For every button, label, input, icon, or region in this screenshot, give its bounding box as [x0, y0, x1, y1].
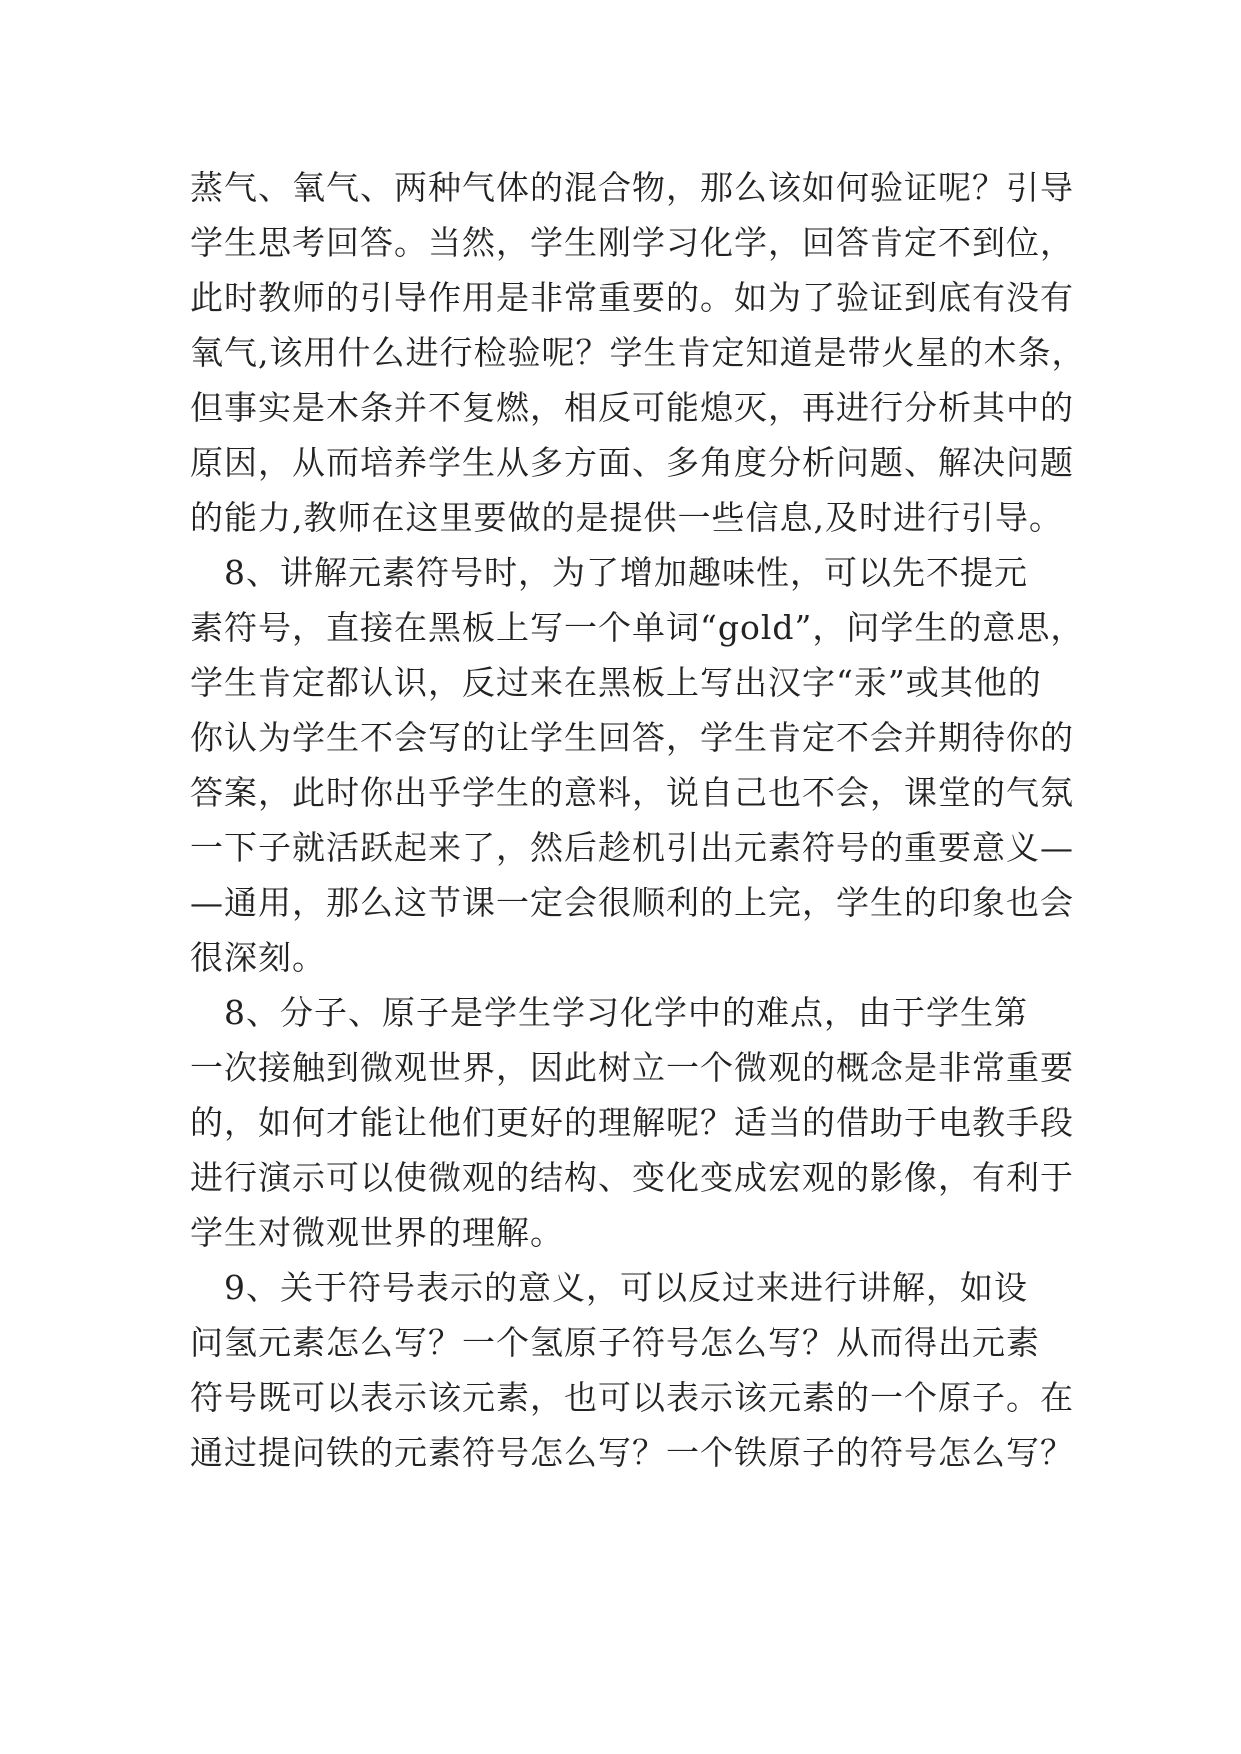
text-line: 你认为学生不会写的让学生回答，学生肯定不会并期待你的 [190, 718, 1074, 757]
text-line: 蒸气、氧气、两种气体的混合物，那么该如何验证呢？引导 [190, 168, 1074, 207]
text-line: 氧气,该用什么进行检验呢？学生肯定知道是带火星的木条， [190, 333, 1086, 372]
text-line: 学生思考回答。当然，学生刚学习化学，回答肯定不到位， [190, 223, 1074, 262]
text-line: 素符号，直接在黑板上写一个单词“gold”，问学生的意思， [190, 608, 1085, 647]
text-line: 但事实是木条并不复燃，相反可能熄灭，再进行分析其中的 [190, 388, 1074, 427]
text-line: 一下子就活跃起来了，然后趁机引出元素符号的重要意义— [190, 828, 1074, 867]
text-line: 9、关于符号表示的意义，可以反过来进行讲解，如设 [190, 1268, 1028, 1307]
text-line: 的，如何才能让他们更好的理解呢？适当的借助于电教手段 [190, 1103, 1074, 1142]
text-line: 通过提问铁的元素符号怎么写？一个铁原子的符号怎么写？ [190, 1433, 1074, 1472]
text-line: 的能力,教师在这里要做的是提供一些信息,及时进行引导。 [190, 498, 1063, 537]
text-line: 进行演示可以使微观的结构、变化变成宏观的影像，有利于 [190, 1158, 1074, 1197]
text-line: 8、分子、原子是学生学习化学中的难点，由于学生第 [190, 993, 1028, 1032]
text-line: 符号既可以表示该元素，也可以表示该元素的一个原子。在 [190, 1378, 1074, 1417]
text-line: 此时教师的引导作用是非常重要的。如为了验证到底有没有 [190, 278, 1074, 317]
text-line: 答案，此时你出乎学生的意料，说自己也不会，课堂的气氛 [190, 773, 1074, 812]
text-line: 一次接触到微观世界，因此树立一个微观的概念是非常重要 [190, 1048, 1074, 1087]
text-line: 很深刻。 [190, 938, 326, 977]
text-line: 学生肯定都认识，反过来在黑板上写出汉字“汞”或其他的 [190, 663, 1042, 702]
text-line: 原因，从而培养学生从多方面、多角度分析问题、解决问题 [190, 443, 1074, 482]
body-text [190, 160, 1086, 1480]
text-line: 问氢元素怎么写？一个氢原子符号怎么写？从而得出元素 [190, 1323, 1040, 1362]
text-line: 学生对微观世界的理解。 [190, 1213, 564, 1252]
text-line: —通用，那么这节课一定会很顺利的上完，学生的印象也会 [190, 883, 1074, 922]
text-line: 8、讲解元素符号时，为了增加趣味性，可以先不提元 [190, 553, 1028, 592]
